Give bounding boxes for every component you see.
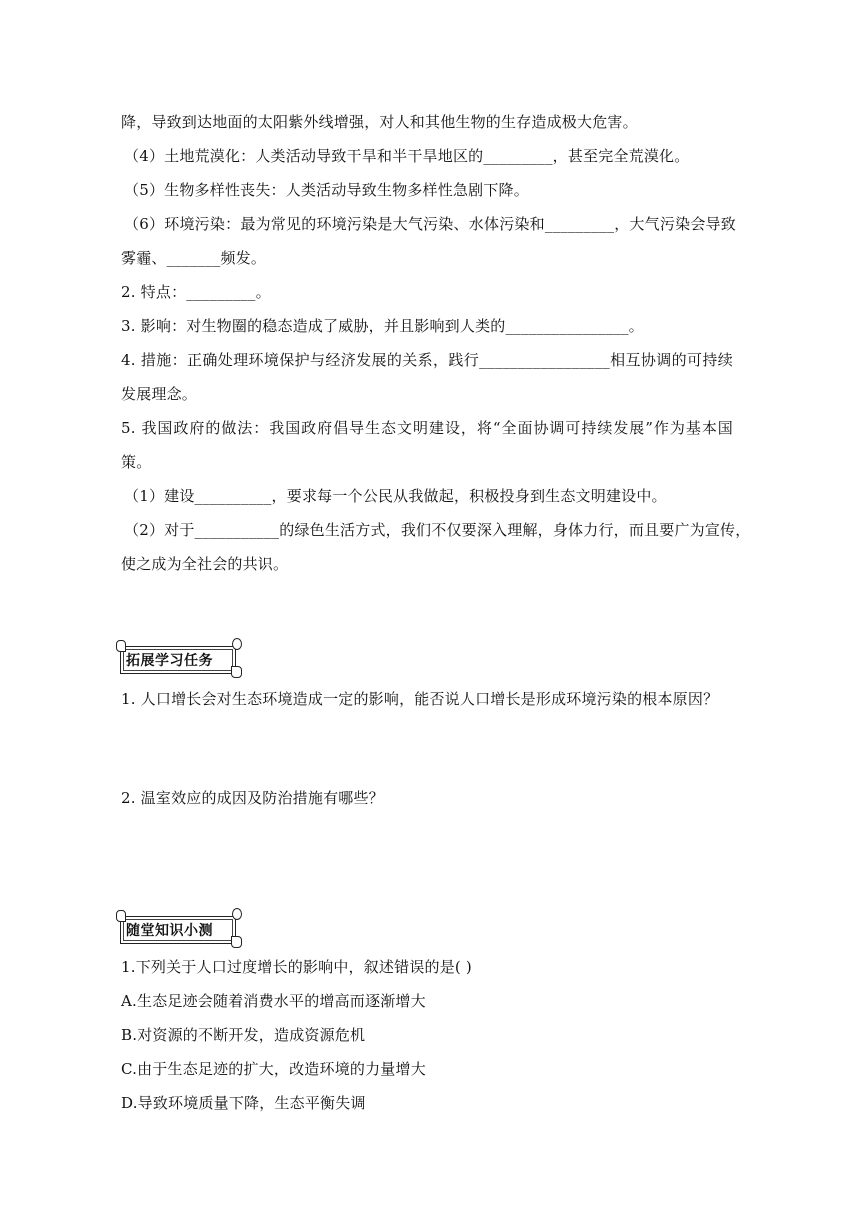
text-line-features: 2. 特点：_________。 bbox=[121, 283, 271, 301]
text-line-ozone-continued: 降，导致到达地面的太阳紫外线增强，对人和其他生物的生存造成极大危害。 bbox=[121, 113, 638, 131]
scroll-curl-icon bbox=[116, 910, 126, 922]
text-line-measures-continued: 发展理念。 bbox=[121, 385, 198, 403]
text-line-measures: 4. 措施：正确处理环境保护与经济发展的关系，践行_________________相互协调的可持续 bbox=[121, 351, 733, 369]
scroll-curl-icon bbox=[231, 666, 242, 678]
text-line-smog: 雾霾、_______频发。 bbox=[121, 249, 267, 267]
quiz-section-header bbox=[116, 910, 242, 948]
text-line-impact: 3. 影响：对生物圈的稳态造成了威胁，并且影响到人类的________________。 bbox=[121, 317, 644, 335]
text-line-construction: （1）建设__________，要求每一个公民从我做起，积极投身到生态文明建设中。 bbox=[124, 487, 667, 505]
extension-question-2: 2. 温室效应的成因及防治措施有哪些？ bbox=[121, 789, 384, 807]
text-line-biodiversity-loss: （5）生物多样性丧失：人类活动导致生物多样性急剧下降。 bbox=[124, 181, 529, 199]
text-line-desertification: （4）土地荒漠化：人类活动导致干旱和半干旱地区的_________，甚至完全荒漠化。 bbox=[124, 147, 690, 165]
text-line-pollution: （6）环境污染：最为常见的环境污染是大气污染、水体污染和_________，大气污染会导致 bbox=[124, 215, 736, 233]
quiz-option-d: D.导致环境质量下降，生态平衡失调 bbox=[121, 1094, 366, 1112]
scroll-curl-icon bbox=[116, 640, 126, 652]
scroll-curl-icon bbox=[231, 936, 242, 948]
quiz-header-label: 随堂知识小测 bbox=[126, 923, 213, 939]
extension-header-label: 拓展学习任务 bbox=[126, 653, 213, 669]
quiz-option-a: A.生态足迹会随着消费水平的增高而逐渐增大 bbox=[121, 992, 426, 1010]
text-line-green-lifestyle: （2）对于___________的绿色生活方式，我们不仅要深入理解，身体力行，而且要广为宣传， bbox=[124, 521, 751, 539]
extension-question-1: 1. 人口增长会对生态环境造成一定的影响，能否说人口增长是形成环境污染的根本原因？ bbox=[121, 690, 719, 708]
text-line-consensus: 使之成为全社会的共识。 bbox=[121, 555, 289, 573]
quiz-option-c: C.由于生态足迹的扩大，改造环境的力量增大 bbox=[121, 1060, 426, 1078]
scroll-curl-icon bbox=[232, 908, 242, 920]
extension-section-header bbox=[116, 640, 242, 678]
quiz-question-1: 1.下列关于人口过度增长的影响中，叙述错误的是( ) bbox=[121, 958, 472, 976]
scroll-curl-icon bbox=[232, 638, 242, 650]
text-line-government-continued: 策。 bbox=[121, 453, 152, 471]
quiz-option-b: B.对资源的不断开发，造成资源危机 bbox=[121, 1026, 366, 1044]
text-line-government: 5. 我国政府的做法：我国政府倡导生态文明建设，将“全面协调可持续发展”作为基本国 bbox=[121, 419, 733, 437]
